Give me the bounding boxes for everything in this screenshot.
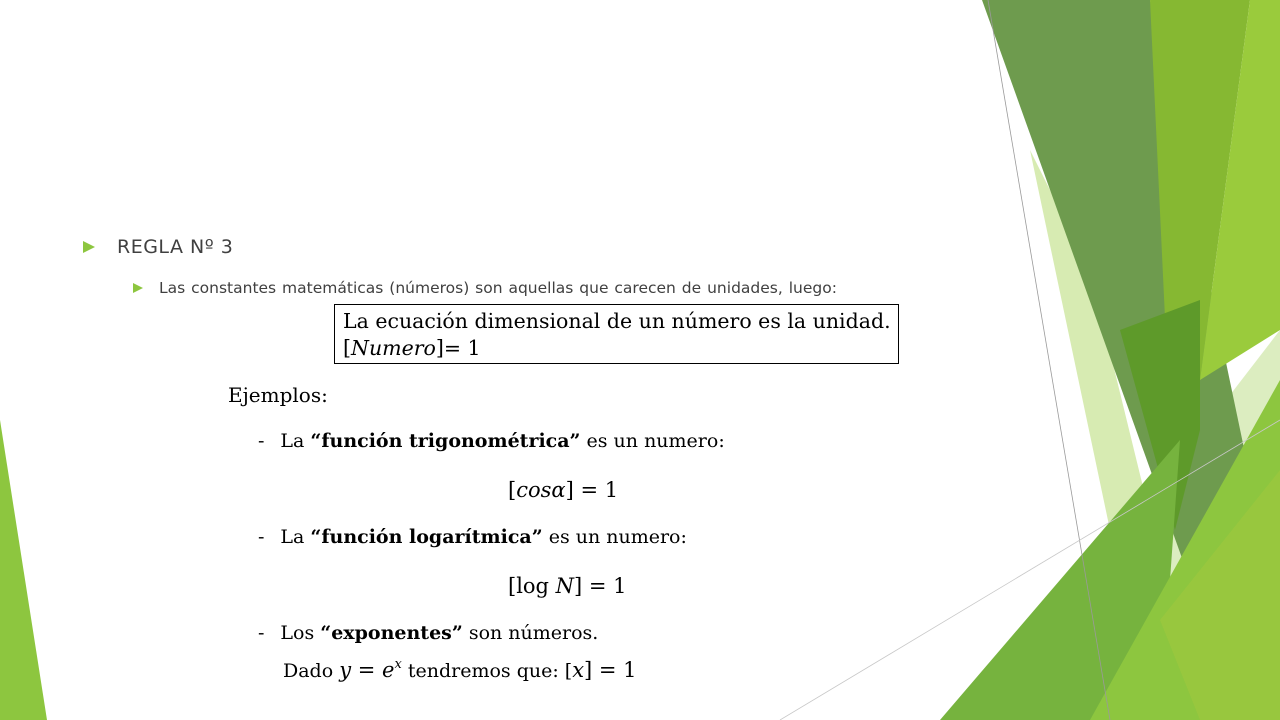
formula-close: ] = 1 bbox=[565, 478, 619, 502]
example-pre: La bbox=[280, 430, 311, 452]
example-post: son números. bbox=[462, 622, 599, 644]
formula-var: N bbox=[555, 574, 575, 598]
formula-open: [ bbox=[508, 478, 517, 502]
example-exponent-given bbox=[283, 650, 637, 686]
formula-log bbox=[508, 571, 627, 601]
body-paragraph: Las constantes matemáticas (números) son aquellas que carecen de unidades, luego: bbox=[159, 279, 837, 297]
example-exponents bbox=[258, 618, 598, 648]
example-term: “exponentes” bbox=[320, 622, 463, 644]
rule-equation-open: [ bbox=[343, 336, 351, 360]
examples-title: Ejemplos: bbox=[228, 383, 328, 407]
example-dash: - bbox=[258, 526, 265, 548]
given-exp: x bbox=[394, 657, 402, 672]
example-pre: La bbox=[280, 526, 311, 548]
left-green-sliver bbox=[0, 420, 47, 720]
heading-bullet-icon bbox=[83, 241, 95, 253]
example-log bbox=[258, 522, 687, 552]
formula-open: [log bbox=[508, 574, 556, 598]
given-eq: = bbox=[351, 658, 383, 682]
body-bullet-icon bbox=[133, 283, 143, 293]
formula-close: ] = 1 bbox=[574, 574, 627, 598]
rule-statement: La ecuación dimensional de un número es la unidad. bbox=[343, 309, 891, 333]
example-dash: - bbox=[258, 430, 265, 452]
example-post: es un numero: bbox=[542, 526, 687, 548]
rule-box bbox=[334, 304, 899, 364]
rule-equation bbox=[343, 335, 481, 362]
rule-equation-var: Numero bbox=[351, 336, 436, 360]
formula-cos bbox=[508, 475, 618, 505]
rule-equation-close: ]= 1 bbox=[435, 336, 481, 360]
example-pre: Los bbox=[280, 622, 321, 644]
example-term: “función trigonométrica” bbox=[310, 430, 581, 452]
given-e: e bbox=[382, 658, 395, 682]
given-x: x bbox=[572, 658, 585, 682]
given-mid: tendremos que: [ bbox=[401, 660, 573, 682]
formula-var: cosα bbox=[516, 478, 566, 502]
given-end: ] = 1 bbox=[584, 658, 637, 682]
given-pre: Dado bbox=[283, 660, 340, 682]
example-post: es un numero: bbox=[580, 430, 725, 452]
heading-rule-3: REGLA Nº 3 bbox=[117, 236, 234, 258]
given-y: y bbox=[339, 658, 352, 682]
example-trig bbox=[258, 426, 725, 456]
example-dash: - bbox=[258, 622, 265, 644]
example-term: “función logarítmica” bbox=[310, 526, 543, 548]
